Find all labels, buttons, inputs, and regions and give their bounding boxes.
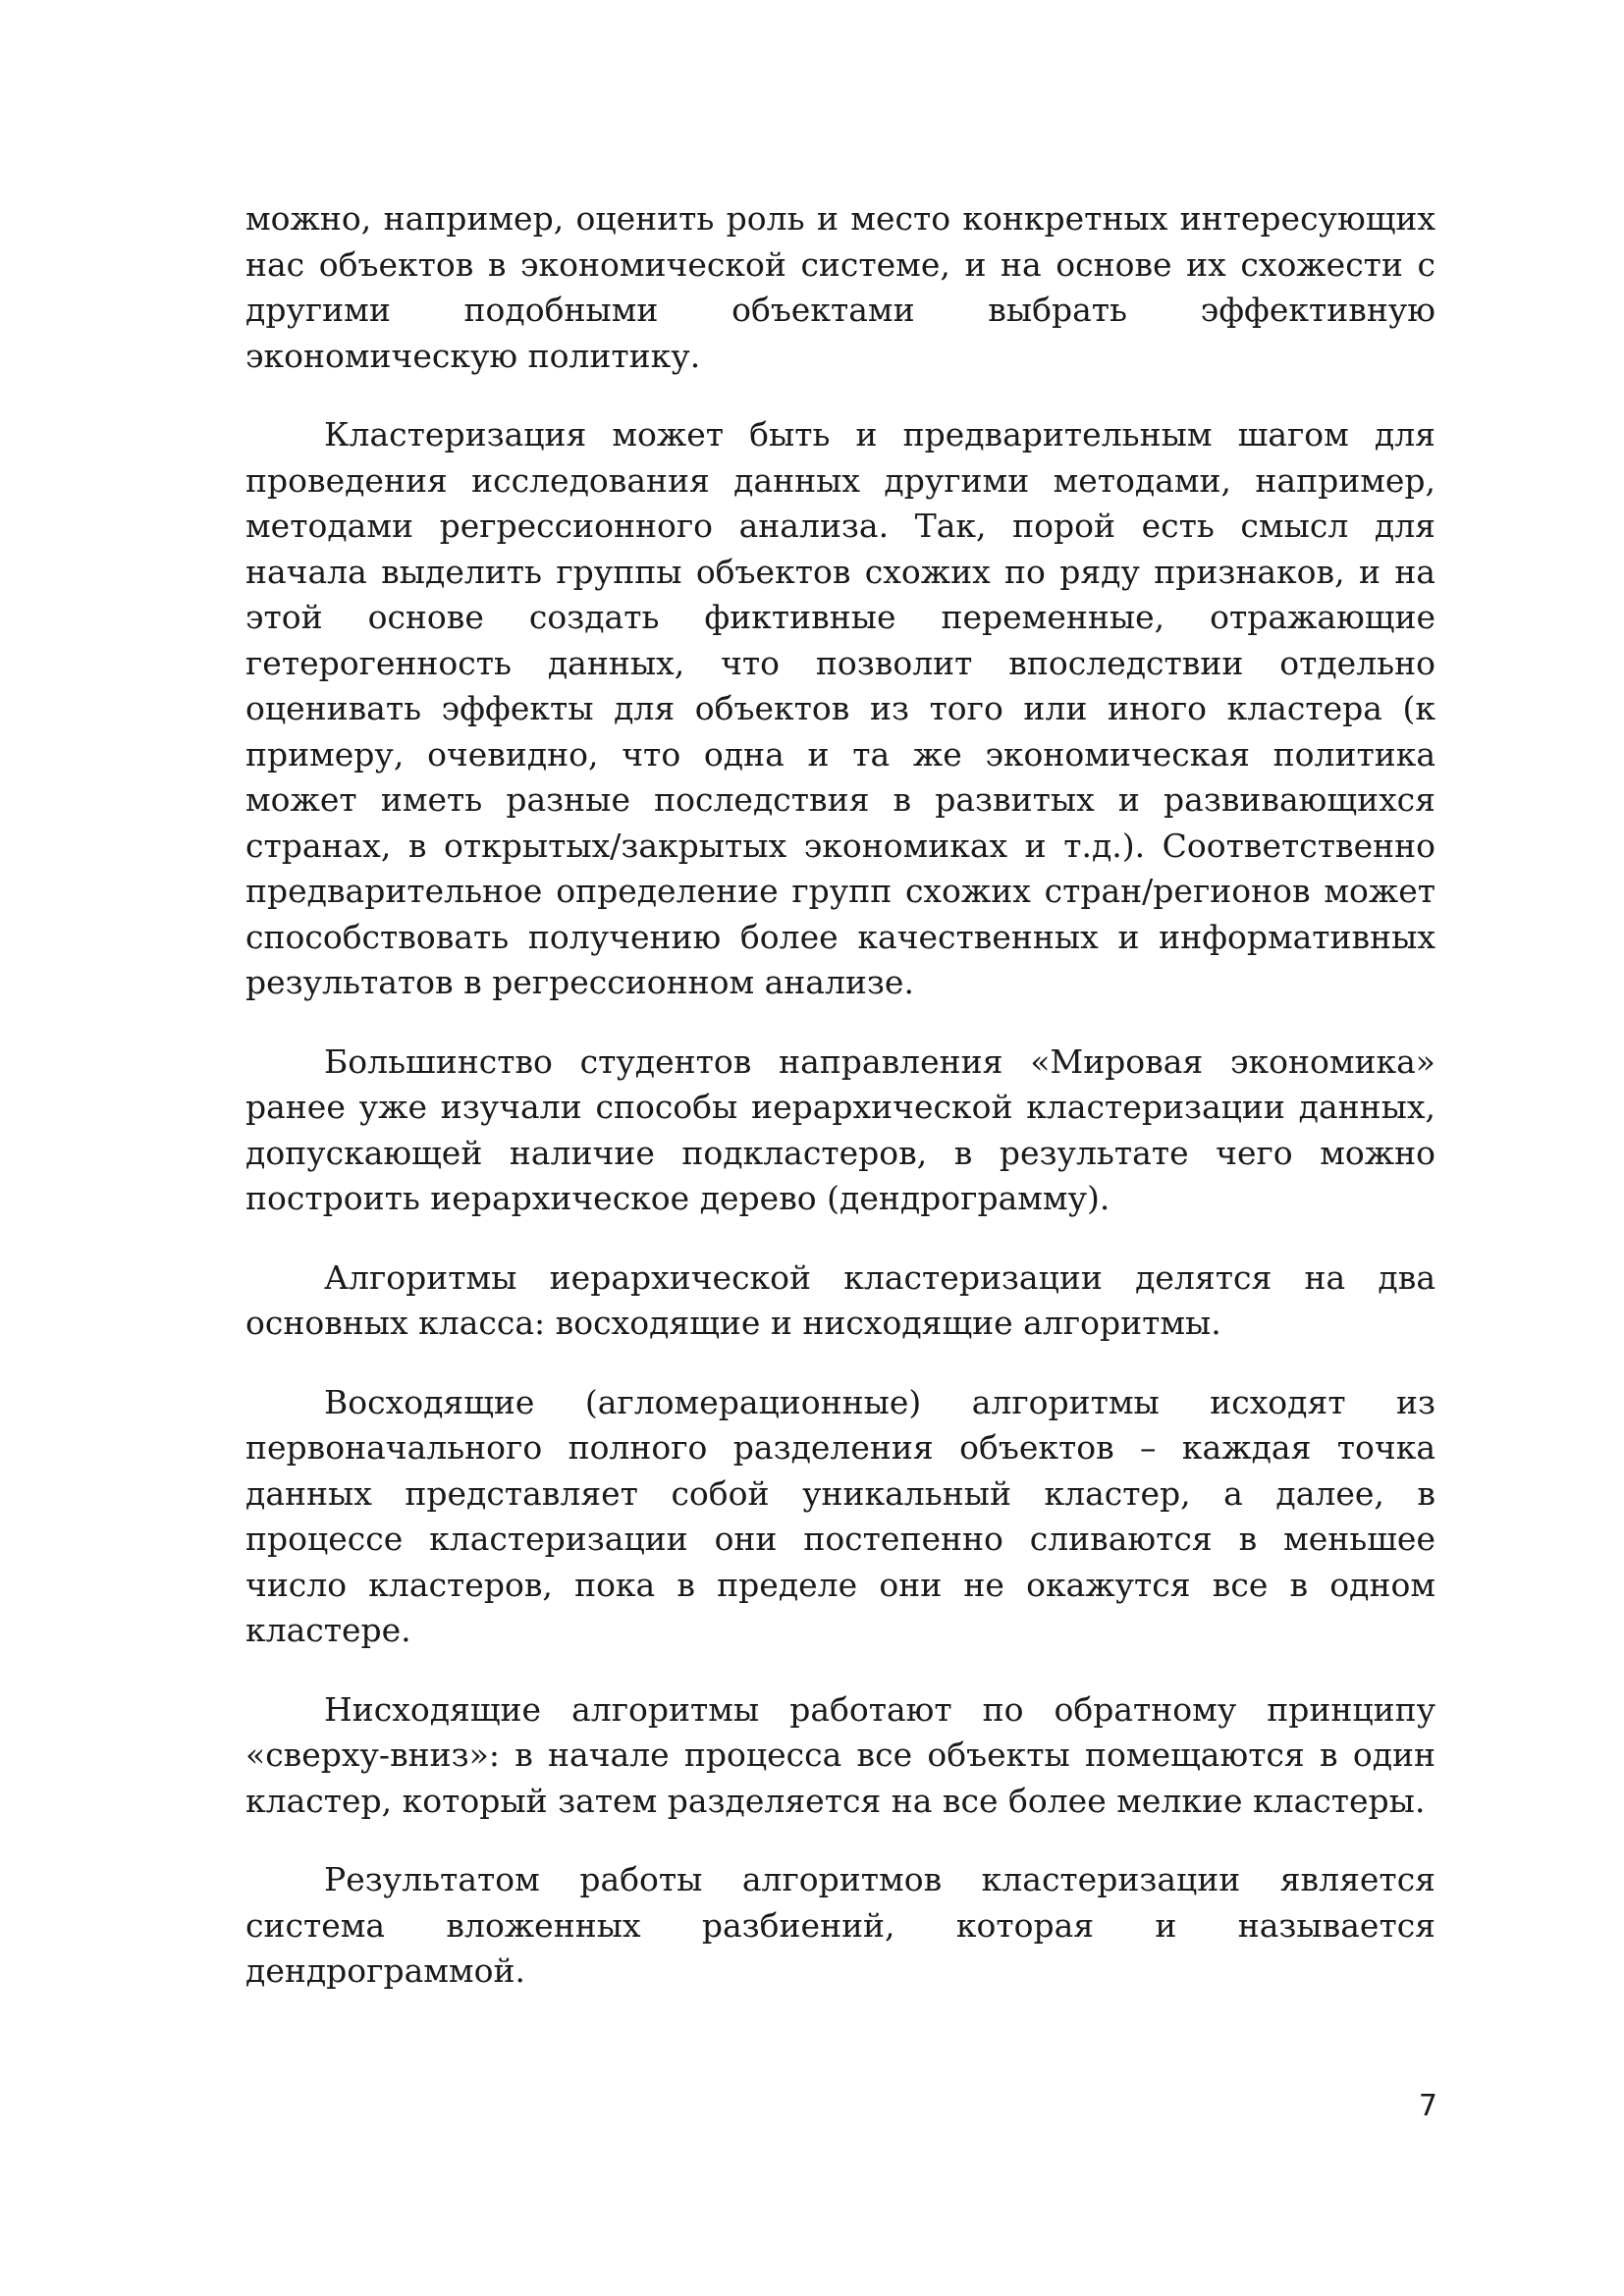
page-number: 7 xyxy=(1418,2089,1437,2123)
paragraph-divisive-algorithms: Нисходящие алгоритмы работают по обратному принципу «сверху-вниз»: в начале процесса все объекты помещаются в один кластер, который затем разделяется на все более мелкие кластеры. xyxy=(245,1689,1435,1820)
paragraph-agglomerative-algorithms: Восходящие (агломерационные) алгоритмы исходят из первоначального полного разделения объектов – каждая точка данных представляет собой уникальный кластер, а далее, в процессе кластеризации они постепенно сливаются в меньшее число кластеров, пока в пределе они не окажутся все в одном кластере. xyxy=(245,1382,1435,1649)
paragraph-continuation: можно, например, оценить роль и место конкретных интересующих нас объектов в экономической системе, и на основе их схожести с другими подобными объектами выбрать эффективную экономическую политику. xyxy=(245,199,1435,375)
body-text xyxy=(245,196,1435,2028)
paragraph-clustering-preliminary-step: Кластеризация может быть и предварительным шагом для проведения исследования данных другими методами, например, методами регрессионного анализа. Так, порой есть смысл для начала выделить группы объектов схожих по ряду признаков, и на этой основе создать фиктивные переменные, отражающие гетерогенность данных, что позволит впоследствии отдельно оценивать эффекты для объектов из того или иного кластера (к примеру, очевидно, что одна и та же экономическая политика может иметь разные последствия в развитых и развивающихся странах, в открытых/закрытых экономиках и т.д.). Соответственно предварительное определение групп схожих стран/регионов может способствовать получению более качественных и информативных результатов в регрессионном анализе. xyxy=(245,415,1435,1001)
paragraph-dendrogram-result: Результатом работы алгоритмов кластеризации является система вложенных разбиений, которая и называется дендрограммой. xyxy=(245,1860,1435,1990)
paragraph-hierarchical-clustering-intro: Большинство студентов направления «Мировая экономика» ранее уже изучали способы иерархической кластеризации данных, допускающей наличие подкластеров, в результате чего можно построить иерархическое дерево (дендрограмму). xyxy=(245,1041,1435,1217)
paragraph-algorithm-classes: Алгоритмы иерархической кластеризации делятся на два основных класса: восходящие и нисходящие алгоритмы. xyxy=(245,1257,1435,1342)
